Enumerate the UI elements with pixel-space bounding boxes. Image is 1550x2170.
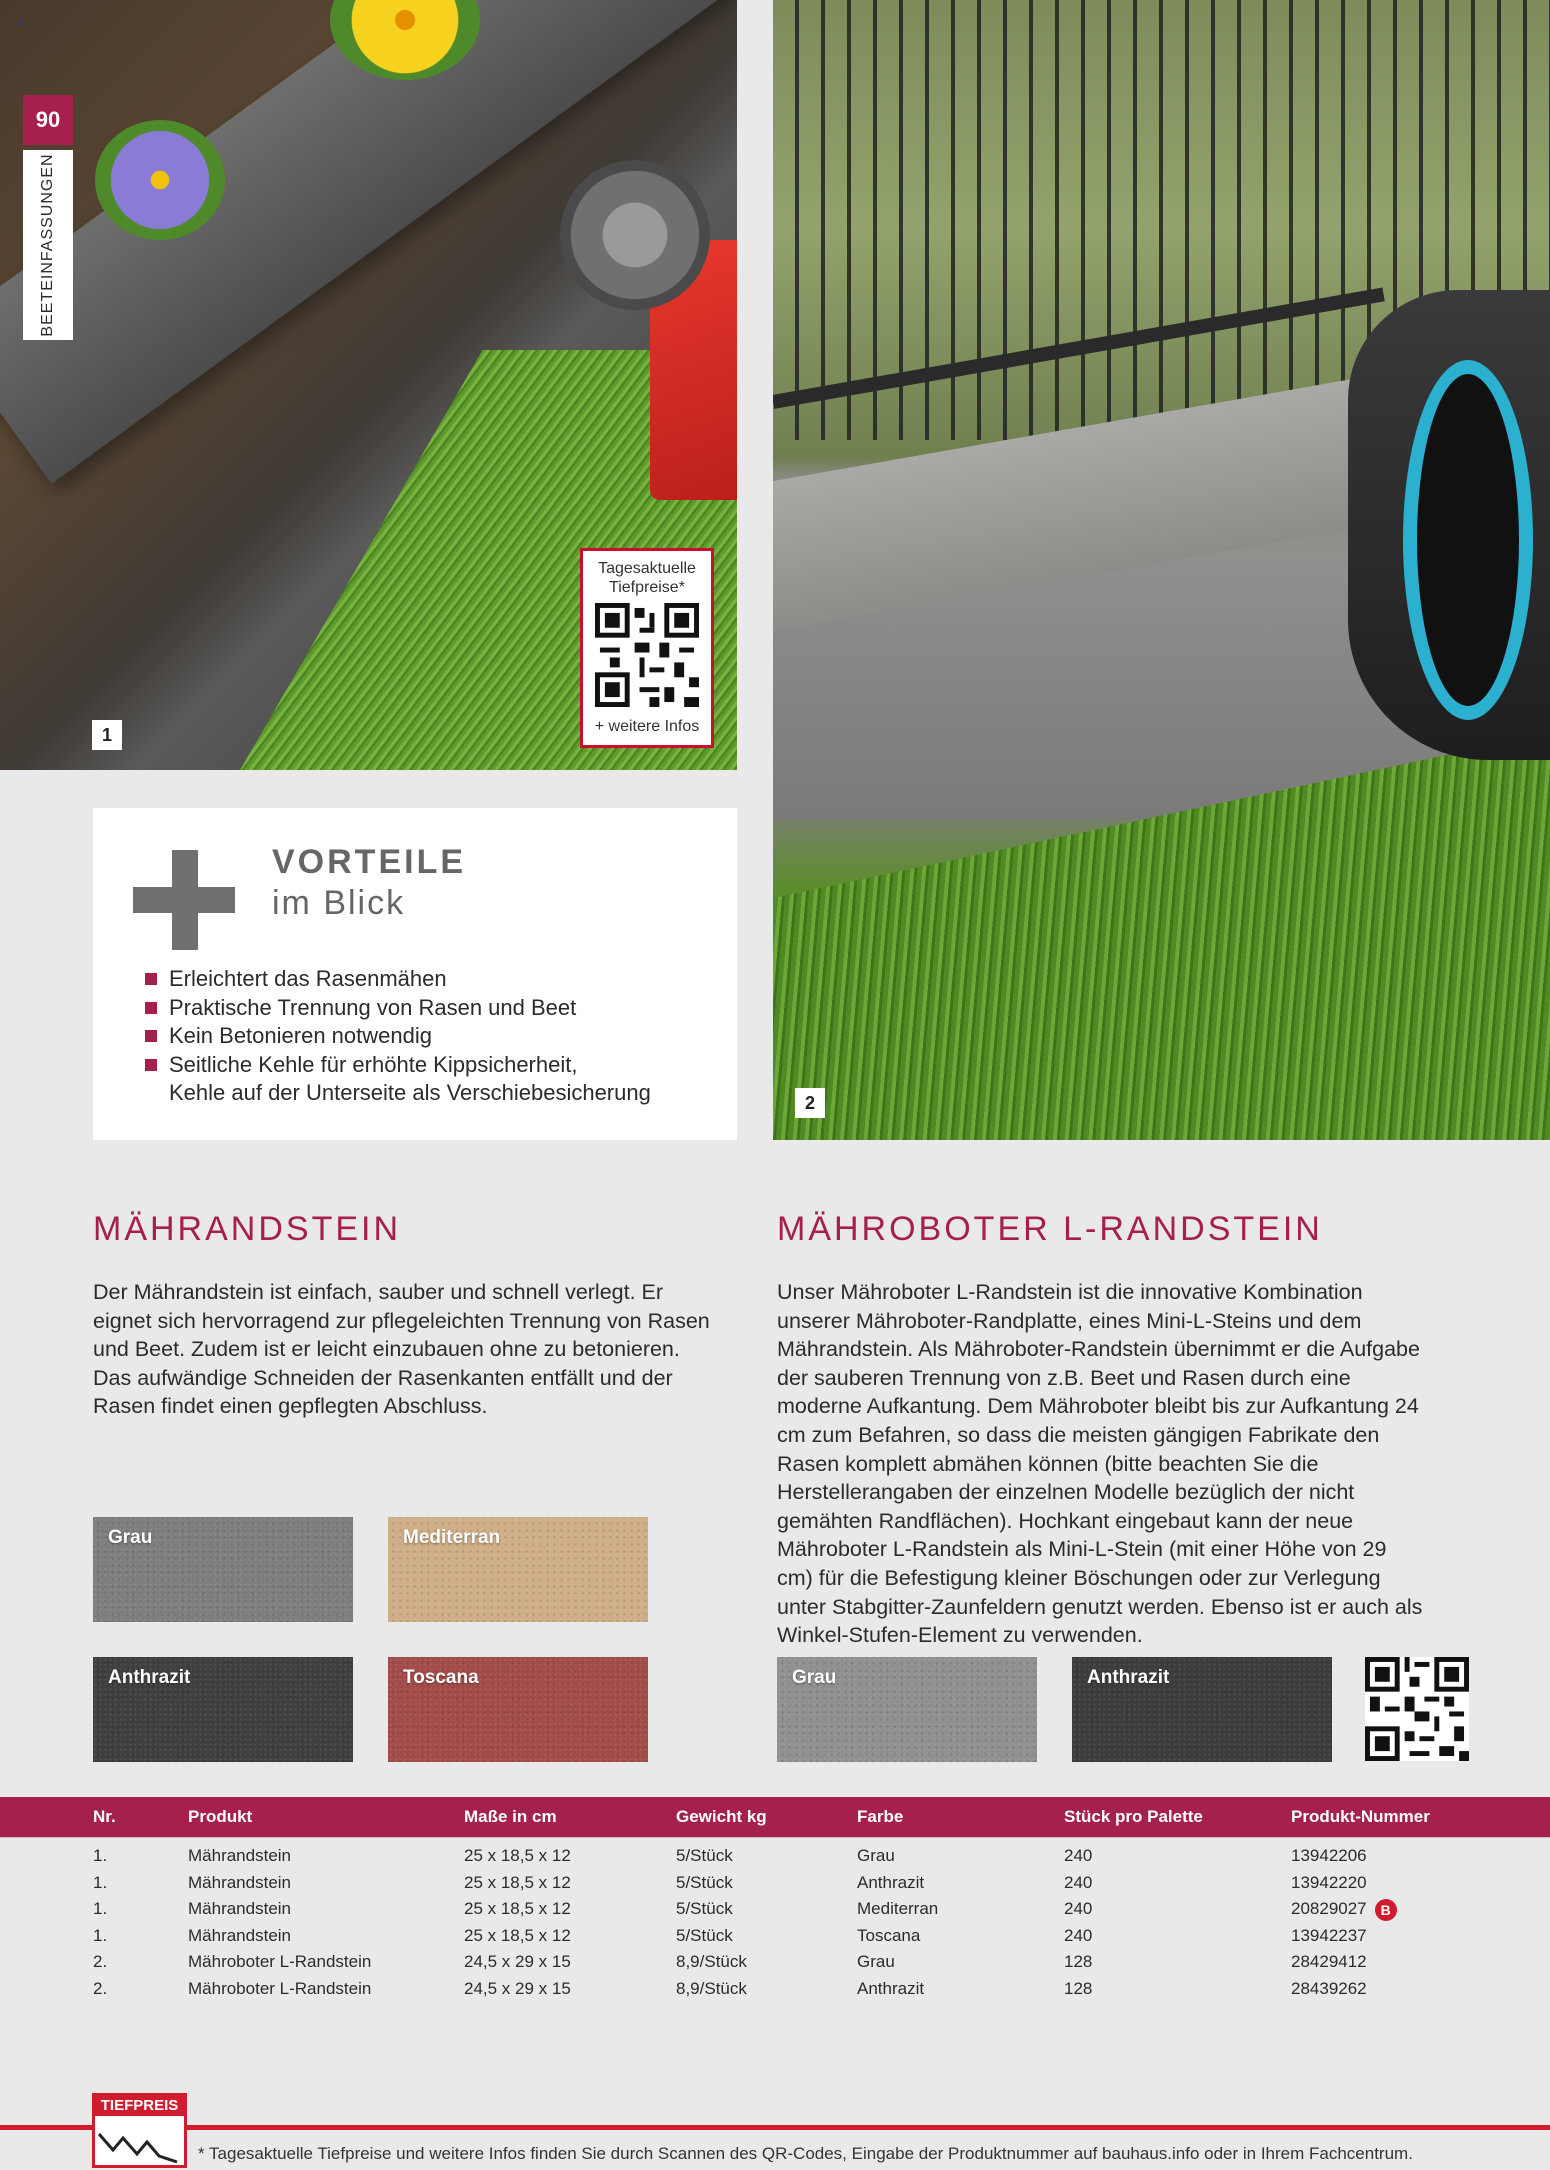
table-cell-produkt [188,1843,291,1870]
table-cell-text: Mähroboter L-Randstein [188,1978,372,1998]
list-item-text: Kein Betonieren notwendig [169,1023,432,1048]
swatch-label: Anthrazit [108,1667,191,1688]
column-header: Stück pro Palette [1064,1807,1203,1826]
table-cell-masse [464,1896,571,1923]
table-cell-farbe [857,1949,895,1976]
table-row [0,1896,1550,1923]
table-cell-text: Anthrazit [857,1872,925,1892]
qr-code-icon[interactable] [1365,1657,1469,1761]
swatch-label: Grau [108,1527,153,1548]
table-cell-text: 1. [93,1872,108,1892]
column-header: Farbe [857,1807,904,1826]
table-cell-nummer [1291,1923,1367,1950]
table-cell-text: Mediterran [857,1899,939,1918]
column-header: Nr. [93,1807,116,1826]
column-header: Produkt-Nummer [1291,1807,1430,1826]
list-item-text: Seitliche Kehle für erhöhte Kippsicherheit, [169,1051,578,1077]
table-cell-text: Mährandstein [188,1846,292,1865]
section-label: BEETEINFASSUNGEN [39,153,56,337]
table-cell-text: 1. [93,1846,108,1865]
table-cell-produkt [188,1870,291,1897]
table-cell-nummer [1291,1976,1367,2003]
table-cell-nr [93,1843,107,1870]
table-cell-text: 2. [93,1978,108,1998]
table-cell-stueck [1064,1843,1092,1870]
list-item [145,1022,651,1051]
qr-box-more-info[interactable]: + weitere Infos [594,718,700,735]
table-cell-text: 25 x 18,5 x 12 [464,1899,571,1918]
table-cell-text: 128 [1064,1952,1093,1971]
swatch-label: Mediterran [403,1527,501,1548]
swatch-grau [93,1517,353,1622]
table-cell-text: 13942220 [1291,1872,1367,1892]
qr-price-box[interactable] [580,548,714,748]
product1-title: MÄHRANDSTEIN [93,1210,402,1248]
table-cell-masse [464,1870,571,1897]
table-cell-gewicht [676,1843,733,1870]
table-cell-text: 25 x 18,5 x 12 [464,1846,571,1865]
table-cell-text: 13942206 [1291,1846,1367,1865]
table-cell-farbe [857,1976,924,2003]
swatch-mediterran [388,1517,648,1622]
table-cell-nr [93,1949,107,1976]
swatch-anthrazit [1072,1657,1332,1762]
advantages-list [145,965,651,1108]
flower-purple [95,120,225,240]
list-item [145,994,651,1023]
photo-robot-mower-edge [773,0,1550,1140]
table-cell-nr [93,1870,107,1897]
table-cell-text: 25 x 18,5 x 12 [464,1872,571,1892]
advantages-title: VORTEILE [272,843,467,881]
table-cell-nummer [1291,1870,1367,1897]
table-cell-text: 5/Stück [676,1925,733,1945]
price-down-arrow-icon [95,2116,184,2165]
table-cell-nr [93,1923,107,1950]
plus-icon-bar [133,887,235,913]
table-cell-farbe [857,1870,924,1897]
column-header: Gewicht kg [676,1807,767,1826]
table-cell-nr [93,1896,107,1923]
swatch-label: Toscana [403,1667,479,1688]
swatch-anthrazit [93,1657,353,1762]
table-cell-nr [93,1976,107,2003]
table-cell-text: 240 [1064,1899,1093,1918]
bullet-icon [145,1002,157,1014]
table-cell-text: 5/Stück [676,1846,733,1865]
swatch-grau [777,1657,1037,1762]
table-cell-stueck [1064,1870,1092,1897]
page-number: 90 [23,95,73,145]
table-cell-masse [464,1923,571,1950]
table-row [0,1976,1550,2003]
table-cell-text: Mähroboter L-Randstein [188,1952,372,1971]
table-cell-text: 128 [1064,1978,1093,1998]
product1-description: Der Mährandstein ist einfach, sauber und schnell verlegt. Er eignet sich hervorragend zur pflegeleichten Trennung von Rasen und Beet. Zudem ist er leicht einzubauen ohne zu betonieren. Das aufwändige Schneiden der Rasenkanten entfällt und der Rasen findet einen gepflegten Abschluss. [93,1280,710,1419]
table-cell-gewicht [676,1949,747,1976]
table-cell-nummer [1291,1896,1397,1923]
table-cell-text: 25 x 18,5 x 12 [464,1925,571,1945]
table-cell-text: 1. [93,1899,108,1918]
list-item-text: Kehle auf der Unterseite als Verschiebesicherung [169,1080,651,1105]
advantages-subtitle: im Blick [272,884,406,922]
bullet-icon [145,973,157,985]
table-divider [0,1837,1550,1838]
swatch-label: Anthrazit [1087,1667,1170,1688]
table-cell-produkt [188,1976,371,2003]
table-cell-masse [464,1949,571,1976]
column-header: Maße in cm [464,1807,557,1826]
table-cell-text: 8,9/Stück [676,1978,747,1998]
list-item-text: Erleichtert das Rasenmähen [169,966,447,991]
table-cell-text: Toscana [857,1925,921,1945]
bulky-item-badge: B [1375,1899,1397,1921]
qr-box-title: Tagesaktuelle Tiefpreise* [598,560,696,596]
table-cell-text: 5/Stück [676,1899,733,1918]
table-cell-text: 24,5 x 29 x 15 [464,1952,571,1971]
table-header [0,1797,1550,1837]
table-cell-text: Anthrazit [857,1978,925,1998]
photo-number-1: 1 [92,720,122,750]
table-cell-text: 2. [93,1952,108,1971]
section-tab [23,150,73,340]
flag-icon: ≡ [18,18,24,29]
table-cell-stueck [1064,1976,1092,2003]
table-cell-gewicht [676,1976,747,2003]
list-item [145,965,651,994]
table-cell-gewicht [676,1870,733,1897]
footer-note: * Tagesaktuelle Tiefpreise und weitere Infos finden Sie durch Scannen des QR-Codes, Eingabe der Produktnummer auf bauhaus.info oder in Ihrem Fachcentrum. [198,2144,1413,2163]
list-item [145,1051,651,1080]
table-cell-text: Grau [857,1952,895,1971]
table-cell-produkt [188,1949,371,1976]
table-cell-farbe [857,1923,920,1950]
table-cell-farbe [857,1896,938,1923]
table-cell-nummer [1291,1949,1367,1976]
table-cell-text: 5/Stück [676,1872,733,1892]
table-cell-gewicht [676,1896,733,1923]
table-row [0,1923,1550,1950]
table-cell-masse [464,1976,571,2003]
table-cell-text: Mährandstein [188,1872,292,1892]
table-cell-text: Mährandstein [188,1925,292,1945]
qr-code-icon[interactable] [595,603,699,707]
table-cell-text: 24,5 x 29 x 15 [464,1978,571,1998]
table-cell-text: 1. [93,1925,108,1945]
bullet-icon [145,1030,157,1042]
table-cell-stueck [1064,1949,1092,1976]
table-cell-produkt [188,1896,291,1923]
footer-bar [0,2125,1550,2130]
tiefpreis-logo [92,2093,187,2168]
list-item-continuation [145,1079,651,1108]
table-cell-stueck [1064,1923,1092,1950]
swatch-label: Grau [792,1667,837,1688]
table-cell-text: 13942237 [1291,1925,1367,1945]
table-cell-produkt [188,1923,291,1950]
table-cell-gewicht [676,1923,733,1950]
table-cell-masse [464,1843,571,1870]
product2-description: Unser Mähroboter L-Randstein ist die innovative Kombination unserer Mähroboter-Randplatte, eines Mini-L-Steins und dem Mährandstein. Als Mähroboter-Randstein übernimmt er die Aufgabe der sauberen Trennung von z.B. Beet und Rasen durch eine moderne Aufkantung. Dem Mähroboter bleibt bis zur Aufkantung 24 cm zum Befahren, so dass die meisten gängigen Fabrikate den Rasen komplett abmähen können (bitte beachten Sie die Herstellerangaben der einzelnen Modelle bezüglich der nicht gemähten Randflächen). Hochkant eingebaut kann der neue Mähroboter L-Randstein als Mini-L-Stein (mit einer Höhe von 29 cm) für die Befestigung kleiner Böschungen oder zur Verlegung unter Stabgitter-Zaunfeldern genutzt werden. Ebenso ist er auch als Winkel-Stufen-Element zu verwenden. [777,1280,1423,1648]
table-row [0,1843,1550,1870]
photo-number-2: 2 [795,1088,825,1118]
robot-mower-wheel [1403,360,1533,720]
table-row [0,1949,1550,1976]
table-cell-text: Grau [857,1846,895,1865]
table-cell-text: 240 [1064,1846,1093,1865]
table-cell-nummer [1291,1843,1367,1870]
table-cell-text: 28439262 [1291,1978,1367,1998]
table-cell-text: 240 [1064,1872,1093,1892]
table-cell-text: 20829027 [1291,1899,1367,1918]
table-cell-stueck [1064,1896,1092,1923]
table-cell-text: 28429412 [1291,1952,1367,1971]
table-cell-farbe [857,1843,895,1870]
swatch-toscana [388,1657,648,1762]
column-header: Produkt [188,1807,253,1826]
table-cell-text: 240 [1064,1925,1093,1945]
table-cell-text: 8,9/Stück [676,1952,747,1971]
tiefpreis-logo-text: TIEFPREIS [95,2096,184,2116]
bullet-icon [145,1059,157,1071]
table-row [0,1870,1550,1897]
product2-title: MÄHROBOTER L-RANDSTEIN [777,1210,1323,1248]
table-cell-text: Mährandstein [188,1899,292,1918]
list-item-text: Praktische Trennung von Rasen und Beet [169,994,577,1020]
